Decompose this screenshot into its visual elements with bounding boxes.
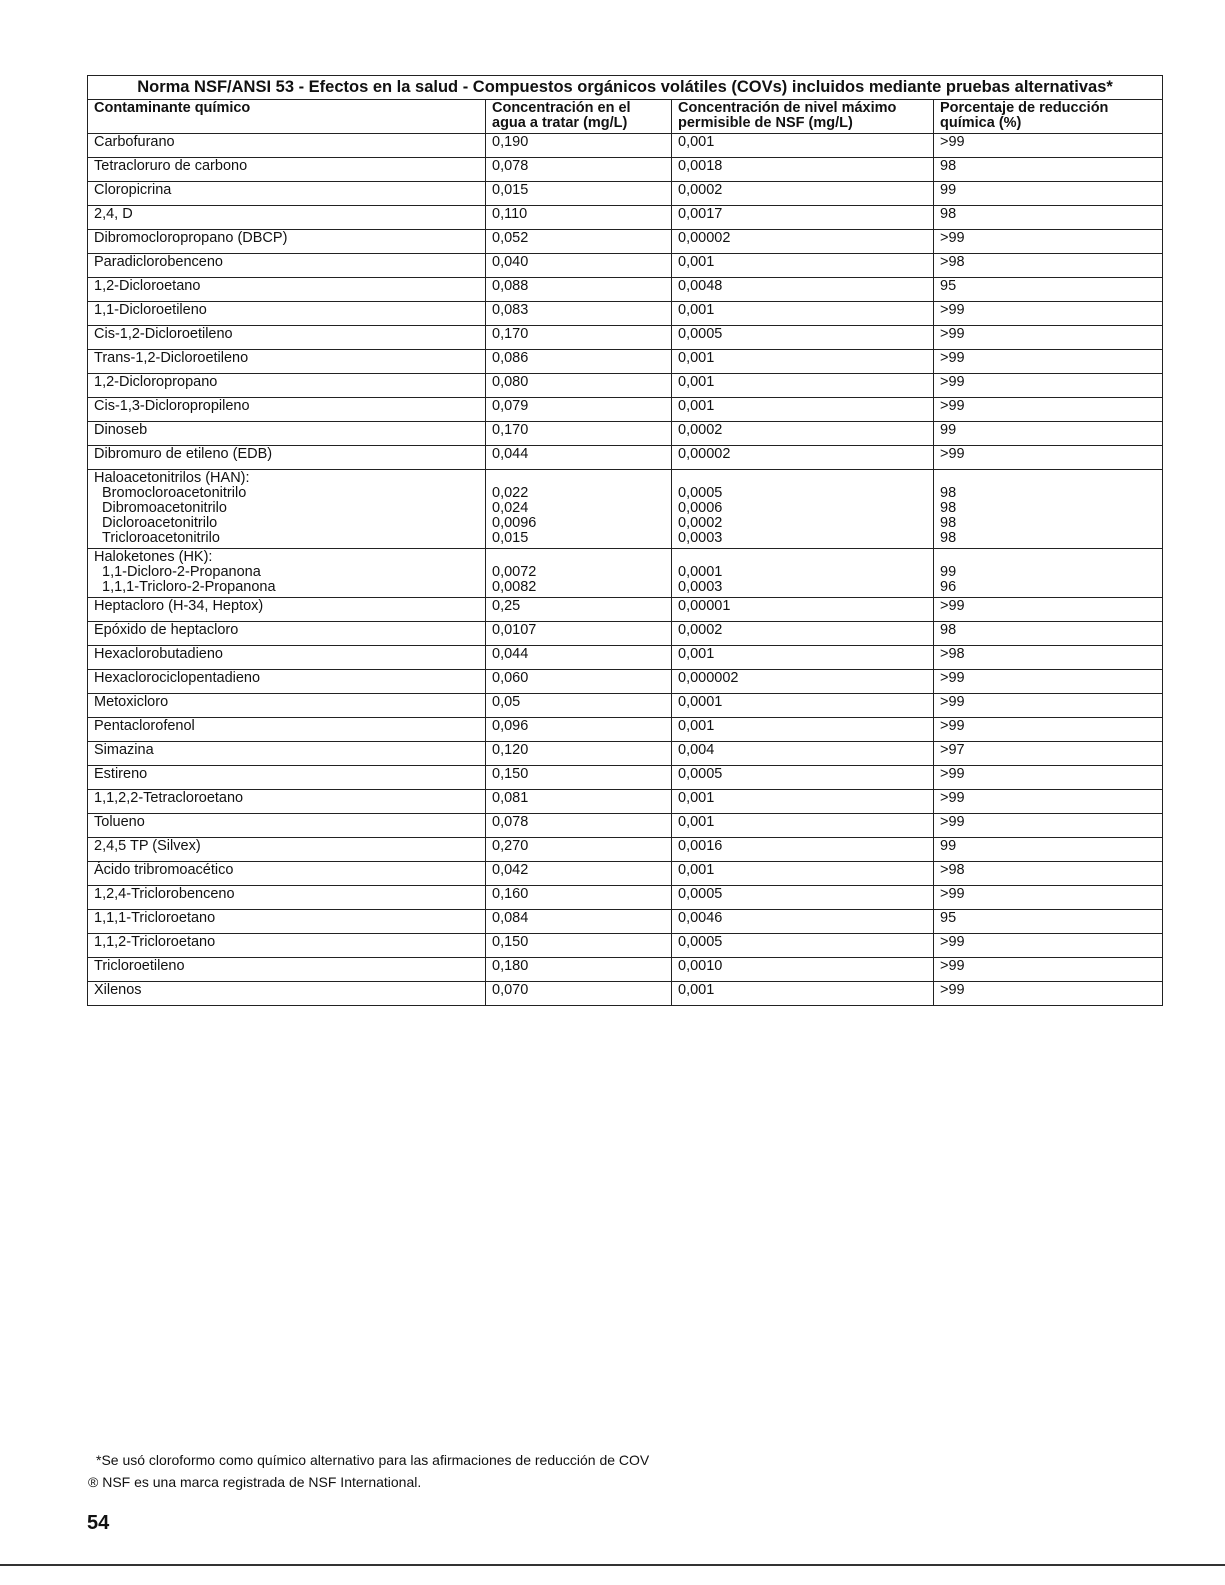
sub-item: 0,0002 [678,515,723,531]
table-row [88,742,1163,766]
spacer [492,550,665,565]
sub-item: 0,0005 [678,485,723,501]
reduction-cell: 98 [934,158,1163,182]
contaminant-cell: 1,1-Dicloroetileno [88,302,486,326]
reduction-cell: 99 [934,182,1163,206]
reduction-cell: >99 [934,398,1163,422]
concentration-cell: 0,044 [486,446,672,470]
header-max-level: Concentración de nivel máximo permisible de NSF (mg/L) [672,100,934,134]
sub-item: 96 [940,579,957,595]
concentration-cell: 0,081 [486,790,672,814]
concentration-cell: 0,078 [486,814,672,838]
max-level-cell: 0,004 [672,742,934,766]
concentration-cell: 0,170 [486,326,672,350]
table-row [88,326,1163,350]
max-level-cell: 0,001 [672,302,934,326]
table-row [88,350,1163,374]
hk-label: Haloketones (HK): [94,549,213,565]
contaminant-cell: Cis-1,2-Dicloroetileno [88,326,486,350]
concentration-cell: 0,170 [486,422,672,446]
reduction-cell: >99 [934,718,1163,742]
max-level-cell: 0,001 [672,790,934,814]
header-concentration: Concentración en el agua a tratar (mg/L) [486,100,672,134]
reduction-cell: >99 [934,446,1163,470]
table-row [88,134,1163,158]
sub-item: 99 [940,564,957,580]
contaminant-cell: 1,2-Dicloroetano [88,278,486,302]
concentration-cell: 0,150 [486,766,672,790]
max-level-cell [672,549,934,598]
table-body [88,134,1163,1006]
max-level-cell: 0,001 [672,814,934,838]
max-level-cell: 0,0005 [672,326,934,350]
table-row [88,398,1163,422]
concentration-cell: 0,086 [486,350,672,374]
max-level-cell: 0,00002 [672,230,934,254]
reduction-cell: >99 [934,766,1163,790]
contaminant-cell: Hexaclorobutadieno [88,646,486,670]
max-level-cell: 0,0001 [672,694,934,718]
table-row [88,790,1163,814]
reduction-cell: >97 [934,742,1163,766]
table-row [88,230,1163,254]
table-row [88,622,1163,646]
contaminant-cell: Simazina [88,742,486,766]
reduction-cell: >99 [934,694,1163,718]
concentration-cell: 0,270 [486,838,672,862]
max-level-cell: 0,001 [672,254,934,278]
reduction-cell: >98 [934,862,1163,886]
footnote: *Se usó cloroformo como químico alternativo para las afirmaciones de reducción de COV [96,1452,650,1468]
reduction-cell: >99 [934,670,1163,694]
concentration-cell [486,470,672,549]
concentration-cell: 0,088 [486,278,672,302]
concentration-cell: 0,160 [486,886,672,910]
max-level-cell: 0,001 [672,646,934,670]
max-level-cell: 0,00001 [672,598,934,622]
max-level-cell: 0,0002 [672,422,934,446]
reduction-cell: >99 [934,374,1163,398]
reduction-cell: >99 [934,790,1163,814]
reduction-cell: 98 [934,622,1163,646]
sub-item: 0,024 [492,500,529,516]
sub-item: 0,0003 [678,530,723,546]
reduction-cell: >98 [934,254,1163,278]
reduction-cell [934,549,1163,598]
concentration-cell: 0,044 [486,646,672,670]
table-row [88,302,1163,326]
max-level-cell: 0,0048 [672,278,934,302]
contaminant-cell: Dinoseb [88,422,486,446]
max-level-cell: 0,0005 [672,934,934,958]
table-title: Norma NSF/ANSI 53 - Efectos en la salud - Compuestos orgánicos volátiles (COVs) incluidos mediante pruebas alternativas* [87,75,1163,99]
table-row [88,934,1163,958]
header-reduction: Porcentaje de reducción química (%) [934,100,1163,134]
max-level-cell: 0,0046 [672,910,934,934]
table-row [88,766,1163,790]
max-level-cell: 0,0002 [672,182,934,206]
sub-item: Dicloroacetonitrilo [102,515,218,531]
sub-item: 0,0006 [678,500,723,516]
sub-item: 0,0072 [492,564,537,580]
table-row [88,670,1163,694]
concentration-cell: 0,080 [486,374,672,398]
contaminant-cell: Estireno [88,766,486,790]
concentration-cell: 0,180 [486,958,672,982]
concentration-cell: 0,096 [486,718,672,742]
reduction-cell: >99 [934,230,1163,254]
reduction-cell: 98 [934,206,1163,230]
spacer [492,471,665,486]
spacer [940,550,1156,565]
sub-item: Tricloroacetonitrilo [102,530,220,546]
sub-item: 98 [940,500,957,516]
max-level-cell: 0,0017 [672,206,934,230]
reduction-cell: 99 [934,838,1163,862]
max-level-cell: 0,00002 [672,446,934,470]
contaminant-cell [88,470,486,549]
table-row [88,374,1163,398]
max-level-cell: 0,001 [672,982,934,1006]
header-row [88,100,1163,134]
reduction-cell: 95 [934,910,1163,934]
concentration-cell: 0,078 [486,158,672,182]
concentration-cell: 0,0107 [486,622,672,646]
table-row [88,814,1163,838]
contaminant-cell [88,549,486,598]
reduction-cell: >98 [934,646,1163,670]
table-row [88,862,1163,886]
contaminant-cell: Hexaclorociclopentadieno [88,670,486,694]
table-row [88,446,1163,470]
concentration-cell: 0,25 [486,598,672,622]
contaminant-cell: Cis-1,3-Dicloropropileno [88,398,486,422]
contaminant-cell: 1,1,1-Tricloroetano [88,910,486,934]
sub-item: 0,0003 [678,579,723,595]
header-contaminant: Contaminante químico [88,100,486,134]
table-row [88,182,1163,206]
concentration-cell: 0,070 [486,982,672,1006]
max-level-cell: 0,0002 [672,622,934,646]
reduction-cell: >99 [934,350,1163,374]
voc-reduction-table [87,75,1163,1006]
hk-group-row [88,549,1163,598]
table-row [88,206,1163,230]
bottom-rule [0,1564,1225,1566]
max-level-cell: 0,001 [672,374,934,398]
spacer [678,550,927,565]
reduction-cell: >99 [934,982,1163,1006]
reduction-cell: >99 [934,326,1163,350]
contaminant-cell: 1,1,2-Tricloroetano [88,934,486,958]
concentration-cell: 0,190 [486,134,672,158]
table-row [88,646,1163,670]
han-label: Haloacetonitrilos (HAN): [94,470,250,486]
sub-item: 0,015 [492,530,529,546]
contaminant-cell: 1,2-Dicloropropano [88,374,486,398]
concentration-cell: 0,079 [486,398,672,422]
reduction-cell: >99 [934,302,1163,326]
contaminant-cell: Dibromuro de etileno (EDB) [88,446,486,470]
sub-item: 0,022 [492,485,529,501]
contaminant-cell: Tolueno [88,814,486,838]
max-level-cell [672,470,934,549]
contaminant-cell: 1,2,4-Triclorobenceno [88,886,486,910]
table-row [88,982,1163,1006]
contaminant-cell: 2,4, D [88,206,486,230]
contaminant-cell: 1,1,2,2-Tetracloroetano [88,790,486,814]
concentration-cell: 0,084 [486,910,672,934]
max-level-cell: 0,0016 [672,838,934,862]
contaminant-cell: 2,4,5 TP (Silvex) [88,838,486,862]
registered-trademark-note: ® NSF es una marca registrada de NSF International. [88,1474,422,1490]
contaminant-cell: Metoxicloro [88,694,486,718]
max-level-cell: 0,0005 [672,886,934,910]
max-level-cell: 0,001 [672,398,934,422]
table-row [88,598,1163,622]
sub-item: 98 [940,485,957,501]
concentration-cell: 0,040 [486,254,672,278]
contaminant-cell: Ácido tribromoacético [88,862,486,886]
concentration-cell: 0,015 [486,182,672,206]
page-number: 54 [87,1512,110,1534]
max-level-cell: 0,0010 [672,958,934,982]
table-row [88,718,1163,742]
reduction-cell [934,470,1163,549]
reduction-cell: 95 [934,278,1163,302]
spacer [678,471,927,486]
concentration-cell [486,549,672,598]
contaminant-cell: Paradiclorobenceno [88,254,486,278]
sub-item: 98 [940,530,957,546]
concentration-cell: 0,042 [486,862,672,886]
table-row [88,694,1163,718]
contaminant-cell: Trans-1,2-Dicloroetileno [88,350,486,374]
max-level-cell: 0,0005 [672,766,934,790]
reduction-cell: >99 [934,934,1163,958]
concentration-cell: 0,110 [486,206,672,230]
max-level-cell: 0,001 [672,350,934,374]
concentration-cell: 0,05 [486,694,672,718]
contaminant-cell: Cloropicrina [88,182,486,206]
contaminant-cell: Tricloroetileno [88,958,486,982]
table-row [88,422,1163,446]
sub-item: 1,1-Dicloro-2-Propanona [102,564,261,580]
concentration-cell: 0,060 [486,670,672,694]
max-level-cell: 0,001 [672,718,934,742]
concentration-cell: 0,120 [486,742,672,766]
contaminant-cell: Dibromocloropropano (DBCP) [88,230,486,254]
max-level-cell: 0,0018 [672,158,934,182]
max-level-cell: 0,000002 [672,670,934,694]
sub-item: 0,0096 [492,515,537,531]
sub-item: Bromocloroacetonitrilo [102,485,247,501]
reduction-cell: 99 [934,422,1163,446]
table-row [88,158,1163,182]
reduction-cell: >99 [934,134,1163,158]
sub-item: 1,1,1-Tricloro-2-Propanona [102,579,276,595]
table-row [88,838,1163,862]
max-level-cell: 0,001 [672,134,934,158]
table-row [88,910,1163,934]
contaminant-cell: Carbofurano [88,134,486,158]
sub-item: 98 [940,515,957,531]
sub-item: 0,0082 [492,579,537,595]
concentration-cell: 0,052 [486,230,672,254]
table-row [88,886,1163,910]
contaminant-cell: Heptacloro (H-34, Heptox) [88,598,486,622]
contaminant-cell: Tetracloruro de carbono [88,158,486,182]
reduction-cell: >99 [934,598,1163,622]
max-level-cell: 0,001 [672,862,934,886]
contaminant-cell: Xilenos [88,982,486,1006]
concentration-cell: 0,150 [486,934,672,958]
spacer [940,471,1156,486]
reduction-cell: >99 [934,886,1163,910]
table-row [88,254,1163,278]
table-row [88,278,1163,302]
reduction-cell: >99 [934,958,1163,982]
han-group-row [88,470,1163,549]
concentration-cell: 0,083 [486,302,672,326]
table-row [88,958,1163,982]
sub-item: 0,0001 [678,564,723,580]
contaminant-cell: Epóxido de heptacloro [88,622,486,646]
reduction-cell: >99 [934,814,1163,838]
sub-item: Dibromoacetonitrilo [102,500,227,516]
contaminant-cell: Pentaclorofenol [88,718,486,742]
